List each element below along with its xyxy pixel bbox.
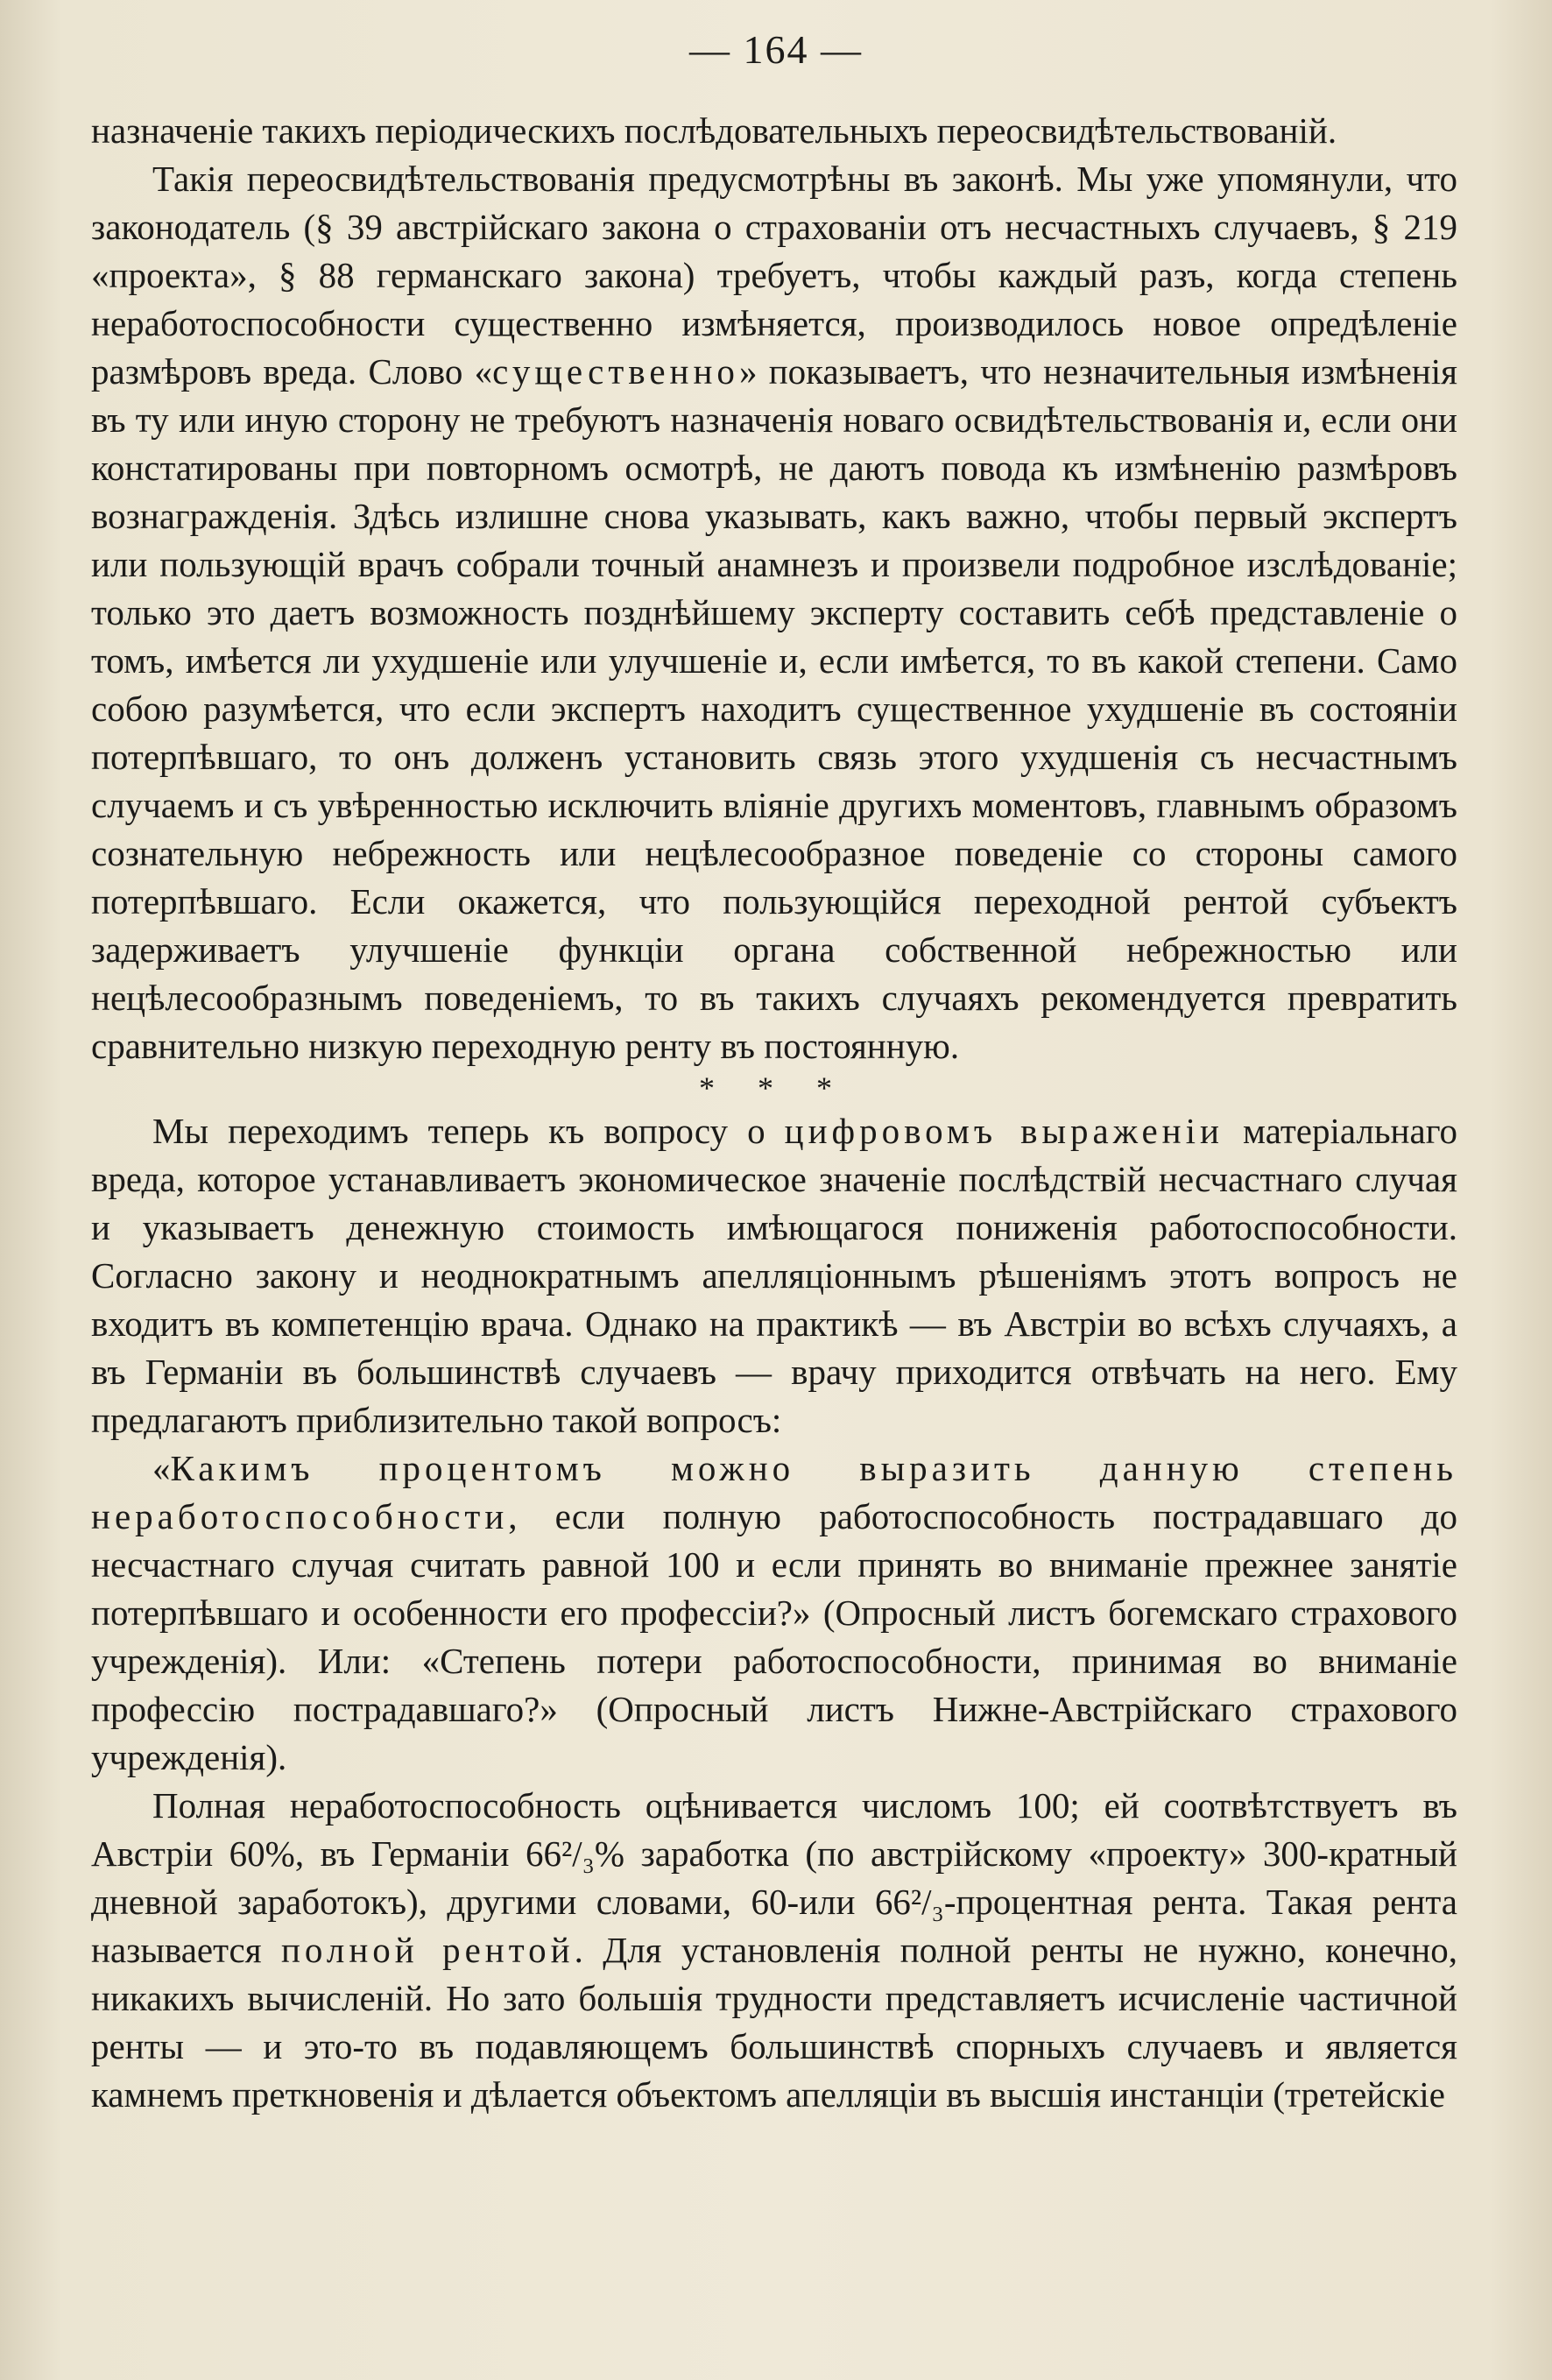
paragraph-4-text-a: « xyxy=(152,1448,171,1488)
paragraph-3-emphasis: цифровомъ выраженіи xyxy=(784,1111,1224,1151)
paragraph-4-emphasis: Какимъ процентомъ можно выразить данную степень неработоспособности xyxy=(91,1448,1457,1536)
paragraph-2-emphasis: существенно xyxy=(492,351,739,392)
paragraph-2-text-b: » показываетъ, что незначительныя измѣненія въ ту или иную сторону не требуютъ назначенія новаго освидѣтельствованія и, если они констатированы при повторномъ осмотрѣ, не даютъ повода къ измѣненію размѣровъ вознагражденія. Здѣсь излишне снова указывать, какъ важно, чтобы первый экспертъ или пользующій врачъ собрали точный анамнезъ и произвели подробное изслѣдованіе; только это даетъ возможность позднѣйшему эксперту составить себѣ представленіе о томъ, имѣется ли ухудшеніе или улучшеніе и, если имѣется, то въ какой степени. Само собою разумѣется, что если экспертъ находитъ существенное ухудшеніе въ состояніи потерпѣвшаго, то онъ долженъ установить связь этого ухудшенія съ несчастнымъ случаемъ и съ увѣренностью исключить вліяніе другихъ моментовъ, главнымъ образомъ сознательную небрежность или нецѣлесообразное поведеніе со стороны самого потерпѣвшаго. Если окажется, что пользующійся переходной рентой субъектъ задерживаетъ улучшеніе функціи органа собственной небрежностью или нецѣлесообразнымъ поведеніемъ, то въ такихъ случаяхъ рекомендуется превратить сравнительно низкую переходную ренту въ постоянную. xyxy=(91,351,1457,1066)
section-divider-stars: * * * xyxy=(699,1070,850,1105)
paragraph-2 xyxy=(91,155,1457,1070)
paragraph-3 xyxy=(91,1107,1457,1444)
paragraph-3-text-b: матеріальнаго вреда, которое устанавливаетъ экономическое значеніе послѣдствій несчастнаго случая и указываетъ денежную стоимость имѣющагося пониженія работоспособности. Согласно закону и неоднократнымъ апелляціоннымъ рѣшеніямъ этотъ вопросъ не входитъ въ компетенцію врача. Однако на практикѣ — въ Австріи во всѣхъ случаяхъ, а въ Германіи въ большинствѣ случаевъ — врачу приходится отвѣчать на него. Ему предлагаютъ приблизительно такой вопросъ: xyxy=(91,1111,1457,1440)
paragraph-4-quote xyxy=(91,1444,1457,1782)
paragraph-1: назначеніе такихъ періодическихъ послѣдовательныхъ переосвидѣтельствованій. xyxy=(91,110,1337,151)
page-number: — 164 — xyxy=(689,27,863,72)
paragraph-5-emphasis: полной рентой xyxy=(280,1930,575,1970)
paragraph-5-text-a: Полная неработоспособность оцѣнивается числомъ 100; ей соотвѣтствуетъ въ Австріи 60%, въ Германіи 66²/₃% заработка (по австрійскому «проекту» 300-кратный дневной заработокъ), другими словами, 60-или 66²/₃-процентная рента. Такая рента называется xyxy=(91,1785,1457,1970)
paragraph-3-text-a: Мы переходимъ теперь къ вопросу о xyxy=(152,1111,785,1151)
page-body xyxy=(91,107,1457,2119)
paragraph-4-text-b: , если полную работоспособность пострадавшаго до несчастнаго случая считать равной 100 и если принять во вниманіе прежнее занятіе потерпѣвшаго и особенности его профессіи?» (Опросный листъ богемскаго страхового учрежденія). Или: «Степень потери работоспособности, принимая во вниманіе профессію пострадавшаго?» (Опросный листъ Нижне-Австрійскаго страхового учрежденія). xyxy=(91,1496,1457,1777)
paragraph-2-text-a: Такія переосвидѣтельствованія предусмотрѣны въ законѣ. Мы уже упомянули, что законодатель (§ 39 австрійскаго закона о страхованіи отъ несчастныхъ случаевъ, § 219 «проекта», § 88 германскаго закона) требуетъ, чтобы каждый разъ, когда степень неработоспособности существенно измѣняется, производилось новое опредѣленіе размѣровъ вреда. Слово « xyxy=(91,159,1457,392)
paragraph-5-text-b: . Для установленія полной ренты не нужно, конечно, никакихъ вычисленій. Но зато большія трудности представляетъ исчисленіе частичной ренты — и это-то въ подавляющемъ большинствѣ спорныхъ случаевъ и является камнемъ преткновенія и дѣлается объектомъ апелляціи въ высшія инстанціи (третейскіе xyxy=(91,1930,1457,2115)
paragraph-5 xyxy=(91,1782,1457,2119)
